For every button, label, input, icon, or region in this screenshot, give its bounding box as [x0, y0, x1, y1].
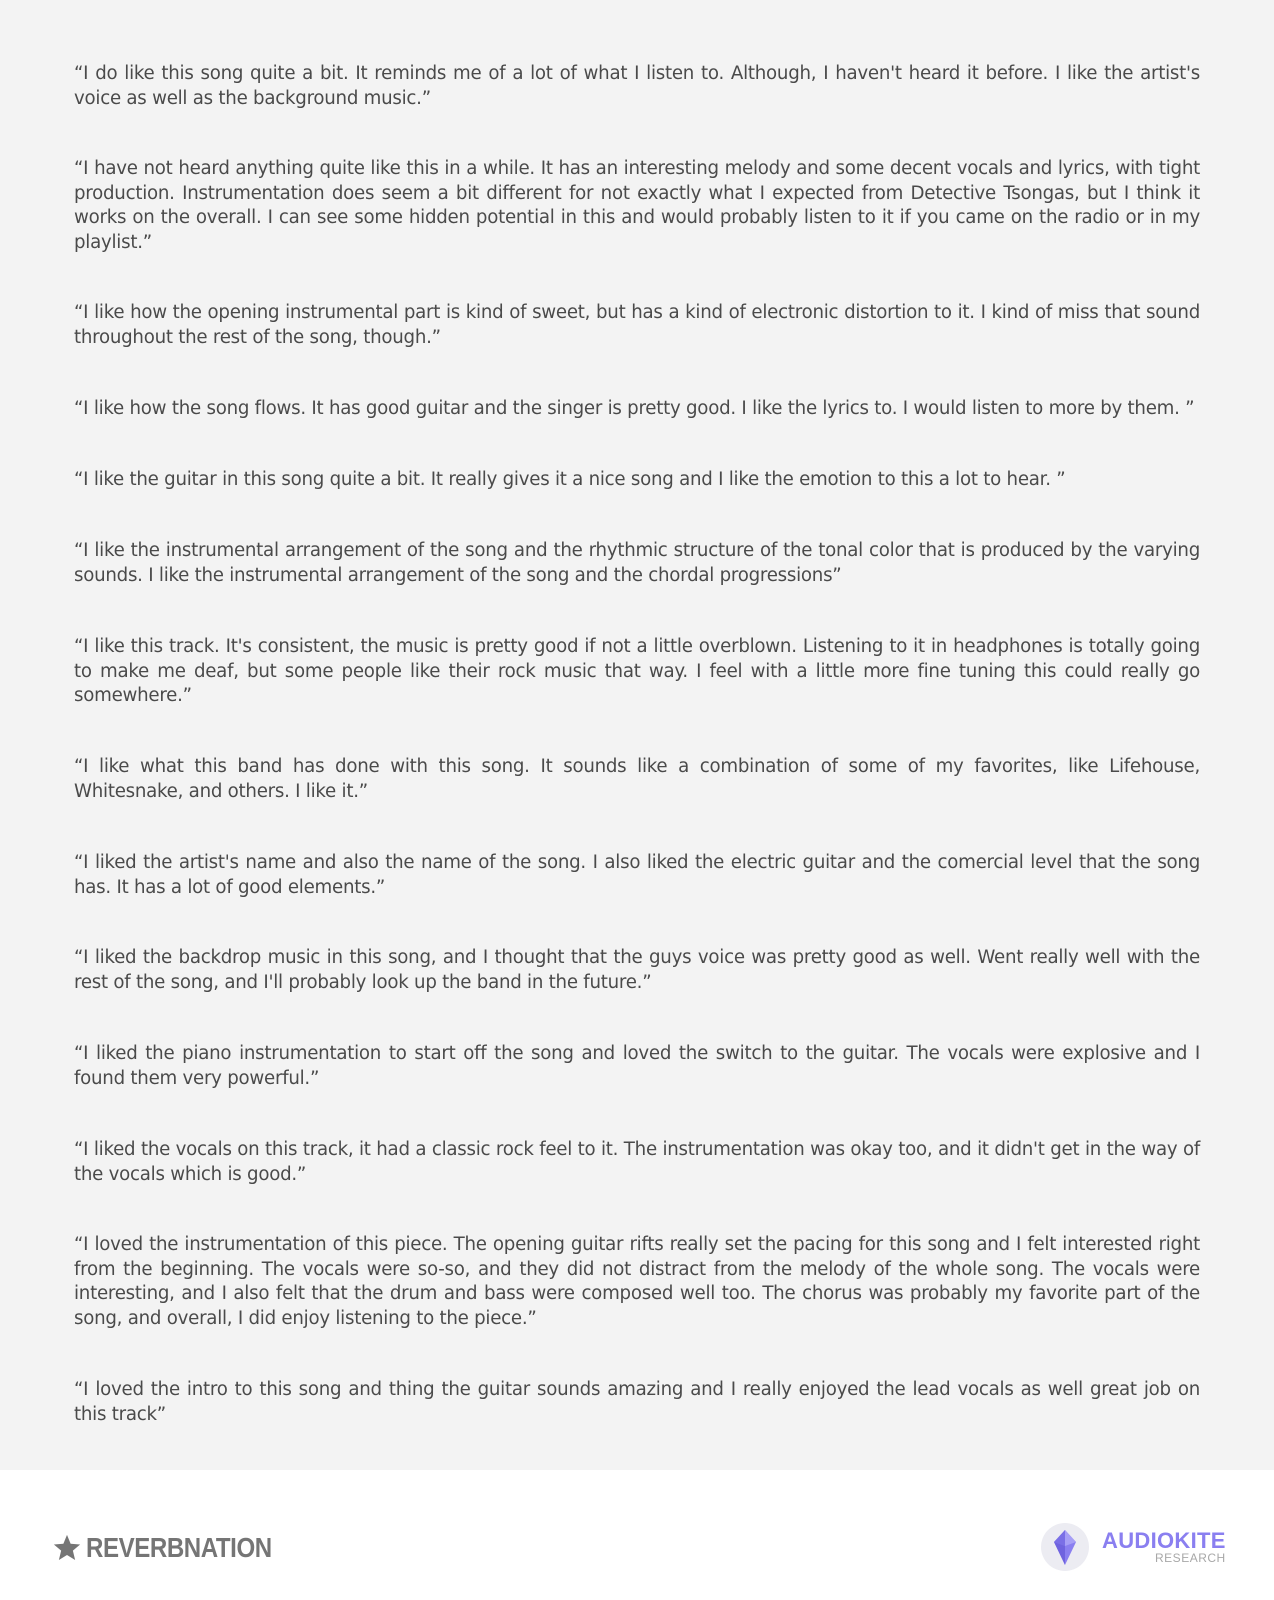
comment-quote: “I do like this song quite a bit. It reminds me of a lot of what I listen to. Although, I haven't heard it before. I like the artist's voice as well as the background music.”	[74, 63, 1200, 109]
comment-quote: “I like the guitar in this song quite a bit. It really gives it a nice song and I like the emotion to this a lot to hear. ”	[74, 469, 1066, 490]
comment-quote: “I have not heard anything quite like this in a while. It has an interesting melody and some decent vocals and lyrics, with tight production. Instrumentation does seem a bit different for not exactly what I expected from Detective Tsongas, but I think it works on the overall. I can see some hidden potential in this and would probably listen to it if you came on the radio or in my playlist.”	[74, 158, 1200, 253]
comment-quote: “I loved the instrumentation of this piece. The opening guitar rifts really set the pacing for this song and I felt interested right from the beginning. The vocals were so-so, and they did not distract from the melody of the whole song. The vocals were interesting, and I also felt that the drum and bass were composed well too. The chorus was probably my favorite part of the song, and overall, I did enjoy listening to the piece.”	[74, 1234, 1200, 1329]
comment-quote: “I like how the song flows. It has good guitar and the singer is pretty good. I like the lyrics to. I would listen to more by them. ”	[74, 398, 1195, 419]
comment-quote: “I like the instrumental arrangement of the song and the rhythmic structure of the tonal color that is produced by the varying sounds. I like the instrumental arrangement of the song and the chordal progressions”	[74, 540, 1200, 586]
comment-quote: “I like what this band has done with this song. It sounds like a combination of some of my favorites, like Lifehouse, Whitesnake, and others. I like it.”	[74, 756, 1200, 802]
audiokite-name: AUDIOKITE	[1102, 1527, 1226, 1553]
comment-quote: “I like how the opening instrumental part is kind of sweet, but has a kind of electronic distortion to it. I kind of miss that sound throughout the rest of the song, though.”	[74, 302, 1200, 348]
audiokite-subtitle: RESEARCH	[1155, 1550, 1226, 1565]
comment-quote: “I like this track. It's consistent, the music is pretty good if not a little overblown. Listening to it in headphones is totally going to make me deaf, but some people like their rock music that way. I feel with a little more fine tuning this could really go somewhere.”	[74, 636, 1200, 706]
audiokite-wordmark	[1102, 1527, 1226, 1565]
comment-quote: “I liked the vocals on this track, it had a classic rock feel to it. The instrumentation was okay too, and it didn't get in the way of the vocals which is good.”	[74, 1139, 1200, 1185]
comment-quote: “I liked the backdrop music in this song, and I thought that the guys voice was pretty good as well. Went really well with the rest of the song, and I'll probably look up the band in the future.”	[74, 947, 1200, 993]
comment-quote: “I liked the artist's name and also the name of the song. I also liked the electric guitar and the comercial level that the song has. It has a lot of good elements.”	[74, 852, 1200, 898]
audiokite-logo	[1040, 1521, 1226, 1573]
comment-quote: “I liked the piano instrumentation to start off the song and loved the switch to the guitar. The vocals were explosive and I found them very powerful.”	[74, 1043, 1200, 1089]
comment-quote: “I loved the intro to this song and thing the guitar sounds amazing and I really enjoyed the lead vocals as well great job on this track”	[74, 1379, 1200, 1425]
star-icon	[52, 1533, 82, 1563]
kite-gem-icon	[1040, 1522, 1090, 1572]
reverbnation-logo-text: REVERBNATION	[86, 1532, 272, 1563]
reverbnation-logo	[52, 1530, 302, 1566]
